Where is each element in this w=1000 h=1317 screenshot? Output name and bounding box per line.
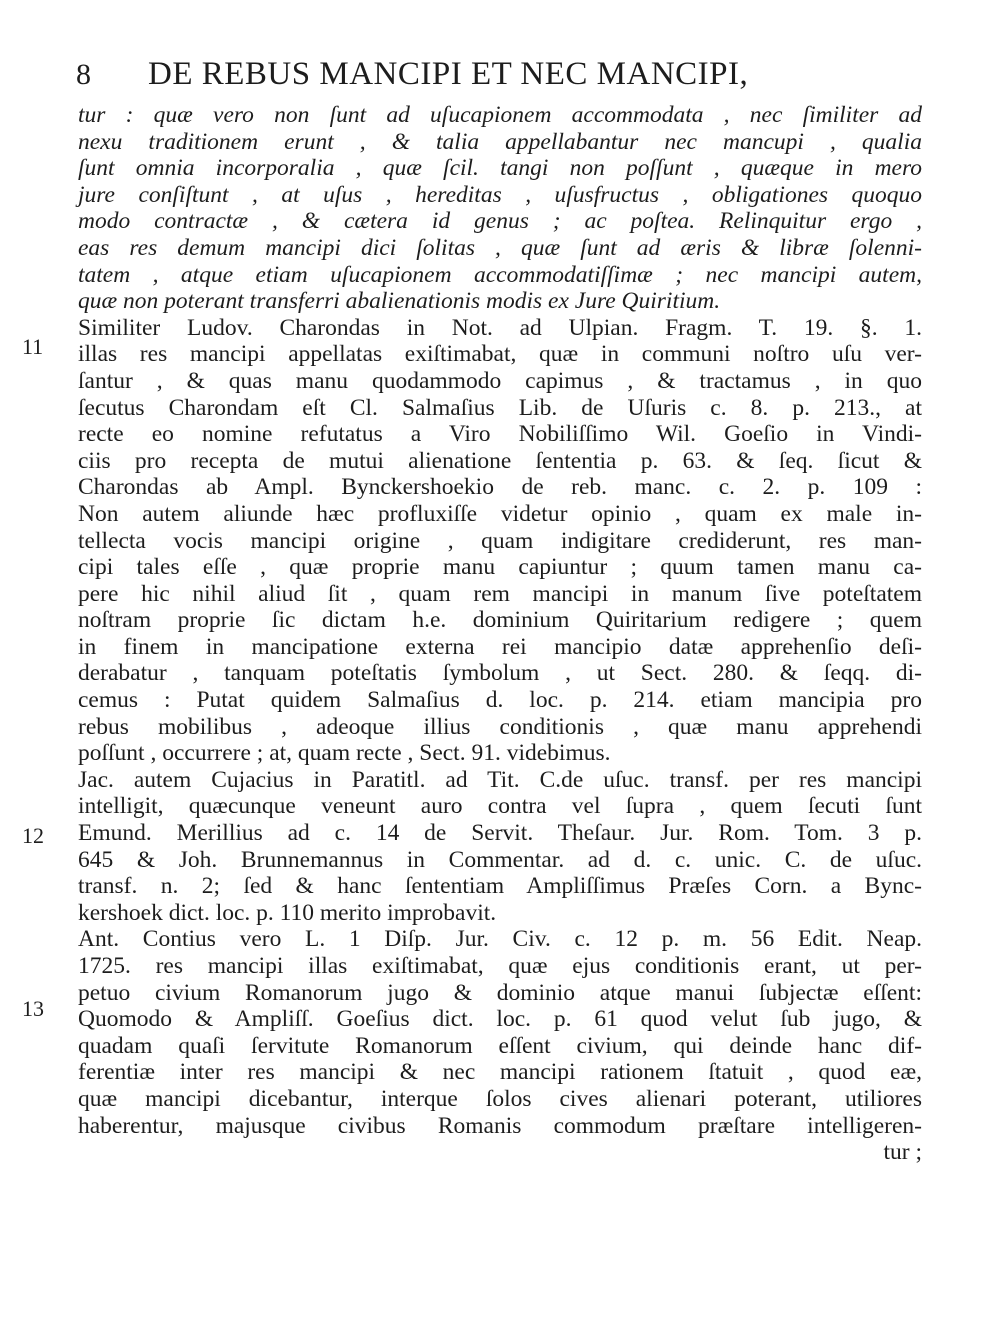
text-line: ciis pro recepta de mutui alienatione ſententia p. 63. & ſeq. ſicut & [78, 447, 922, 474]
text-line: illas res mancipi appellatas exiſtimabat, quæ in communi noſtro uſu ver- [78, 341, 922, 368]
text-line: noſtram proprie ſic dictam h.e. dominium Quiritarium redigere ; quem [78, 607, 922, 634]
footnote-number-11: 11 [22, 334, 44, 359]
text-line: kershoek dict. loc. p. 110 merito improbavit. [78, 899, 497, 926]
paragraph-12 [78, 767, 922, 927]
text-line: jure conſiſtunt , at uſus , hereditas , uſusfructus , obligationes quoquo [78, 181, 922, 208]
text-line: tur ; [883, 1139, 922, 1166]
text-line: quadam quaſi ſervitute Romanorum eſſent civium, qui deinde hanc dif- [78, 1032, 922, 1059]
text-line: poſſunt , occurrere ; at, quam recte , Sect. 91. videbimus. [78, 740, 611, 767]
text-line: Emund. Merillius ad c. 14 de Servit. Theſaur. Jur. Rom. Tom. 3 p. [78, 820, 922, 847]
text-line: cemus : Putat quidem Salmaſius d. loc. p. 214. etiam mancipia pro [78, 687, 922, 714]
text-line: recte eo nomine refutatus a Viro Nobiliſſimo Wil. Goeſio in Vindi- [78, 421, 922, 448]
text-line: petuo civium Romanorum jugo & dominio atque manui ſubjectæ eſſent: [78, 979, 922, 1006]
footnote-number-12: 12 [22, 823, 44, 848]
text-line: Similiter Ludov. Charondas in Not. ad Ulpian. Fragm. T. 19. §. 1. [78, 314, 922, 341]
text-line: eas res demum mancipi dici ſolitas , quæ ſunt ad æris & libræ ſolenni- [78, 234, 922, 261]
paragraph-13 [78, 926, 922, 1165]
text-line: ſunt omnia incorporalia , quæ ſcil. tangi non poſſunt , quæque in mero [78, 155, 922, 182]
text-line: quæ non poterant transferri abalienationis modis ex Jure Quiritium. [78, 288, 721, 315]
text-line: nexu traditionem erunt , & talia appellabantur nec mancupi , qualia [78, 128, 922, 155]
text-line: pere hic nihil aliud ſit , quam rem mancipi in manum ſive poteſtatem [78, 580, 922, 607]
text-line: ſantur , & quas manu quodammodo capimus , & tractamus , in quo [78, 367, 922, 394]
text-line: ſecutus Charondam eſt Cl. Salmaſius Lib. de Uſuris c. 8. p. 213., at [78, 394, 922, 421]
text-line: intelligit, quæcunque veneunt auro contra vel ſupra , quem ſecuti ſunt [78, 793, 922, 820]
footnote-number-13: 13 [22, 996, 44, 1021]
text-line: modo contractæ , & cætera id genus ; ac poſtea. Relinquitur ergo , [78, 208, 922, 235]
body-text [78, 102, 922, 1166]
text-line: Non autem aliunde hæc profluxiſſe videtur opinio , quam ex male in- [78, 500, 922, 527]
paragraph-11 [78, 315, 922, 767]
text-line: ferentiæ inter res mancipi & nec mancipi rationem ſtatuit , quod eæ, [78, 1059, 922, 1086]
text-line: quæ mancipi dicebantur, interque ſolos cives alienari poterant, utiliores [78, 1085, 922, 1112]
text-line: Charondas ab Ampl. Bynckershoekio de reb. manc. c. 2. p. 109 : [78, 474, 922, 501]
text-line: tellecta vocis mancipi origine , quam indigitare crediderunt, res man- [78, 527, 922, 554]
text-line: rebus mobilibus , adeoque illius conditionis , quæ manu apprehendi [78, 713, 922, 740]
text-line: haberentur, majusque civibus Romanis commodum præſtare intelligeren- [78, 1112, 922, 1139]
text-line: cipi tales eſſe , quæ proprie manu capiuntur ; quum tamen manu ca- [78, 554, 922, 581]
text-line: 645 & Joh. Brunnemannus in Commentar. ad d. c. unic. C. de uſuc. [78, 846, 922, 873]
text-line: Ant. Contius vero L. 1 Diſp. Jur. Civ. c. 12 p. m. 56 Edit. Neap. [78, 926, 922, 953]
page-number: 8 [76, 58, 91, 91]
paragraph-continuation [78, 102, 922, 315]
text-line: 1725. res mancipi illas exiſtimabat, quæ ejus conditionis erant, ut per- [78, 953, 922, 979]
text-line: tatem , atque etiam uſucapionem accommodatiſſimæ ; nec mancipi autem, [78, 261, 922, 288]
text-line: Jac. autem Cujacius in Paratitl. ad Tit. C.de uſuc. transf. per res mancipi [78, 766, 922, 793]
text-line: Quomodo & Ampliſſ. Goeſius dict. loc. p. 61 quod velut ſub jugo, & [78, 1006, 922, 1033]
text-line: in finem in mancipatione externa rei mancipio datæ apprehenſio deſi- [78, 633, 922, 660]
page-header [74, 56, 934, 96]
text-line: tur : quæ vero non ſunt ad uſucapionem accommodata , nec ſimiliter ad [78, 102, 922, 128]
text-line: transf. n. 2; ſed & hanc ſententiam Ampliſſimus Præſes Corn. a Bync- [78, 873, 922, 900]
text-line: derabatur , tanquam poteſtatis ſymbolum , ut Sect. 280. & ſeqq. di- [78, 660, 922, 687]
running-title: DE REBUS MANCIPI ET NEC MANCIPI, [148, 56, 749, 92]
